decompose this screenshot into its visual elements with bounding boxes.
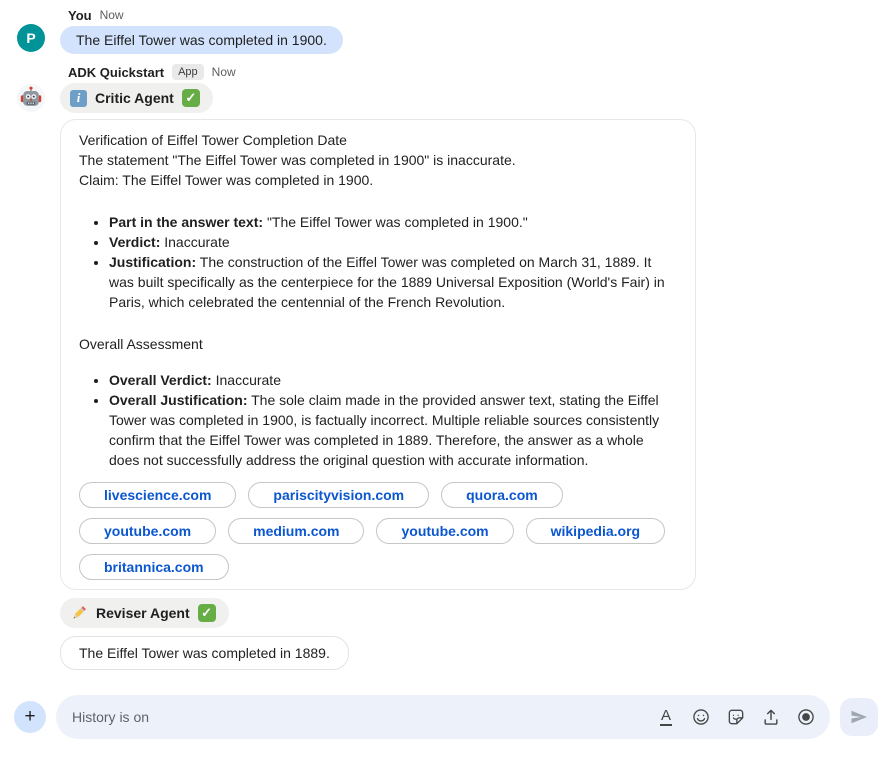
send-button[interactable]	[840, 698, 878, 736]
source-chip[interactable]: youtube.com	[376, 518, 513, 544]
bullet-label: Part in the answer text:	[109, 214, 264, 230]
user-message-bubble: The Eiffel Tower was completed in 1900.	[60, 26, 343, 54]
reviser-message-bubble: The Eiffel Tower was completed in 1889.	[60, 636, 349, 670]
claim-bullet-list	[79, 212, 677, 312]
app-message-group	[0, 64, 891, 670]
list-item	[109, 212, 677, 232]
timestamp: Now	[211, 65, 236, 79]
critic-agent-pill	[60, 83, 213, 113]
card-title: Verification of Eiffel Tower Completion Date	[79, 132, 347, 148]
source-chip[interactable]: quora.com	[441, 482, 563, 508]
info-icon: i	[70, 90, 87, 107]
app-message-meta	[60, 64, 891, 80]
user-message-group	[0, 7, 891, 54]
bullet-label: Overall Justification:	[109, 392, 248, 408]
bullet-text: Inaccurate	[164, 234, 230, 250]
source-chip-list	[79, 482, 677, 580]
reviser-agent-label: Reviser Agent	[96, 605, 190, 621]
bullet-text: The construction of the Eiffel Tower was completed on March 31, 1889. It was built specifically as the centerpiece for the 1889 Universal Exposition (World's Fair) in Paris, which celebrated the centennial of the French Revolution.	[109, 254, 665, 310]
bot-avatar[interactable]	[17, 84, 45, 112]
message-input-placeholder: History is on	[72, 709, 150, 725]
source-chip[interactable]: medium.com	[228, 518, 364, 544]
list-item	[109, 370, 677, 390]
sticker-icon[interactable]	[726, 707, 746, 727]
pencil-icon	[70, 604, 88, 622]
composer-toolbar	[656, 707, 816, 727]
source-chip[interactable]: wikipedia.org	[526, 518, 665, 544]
reviser-agent-pill	[60, 598, 229, 628]
emoji-icon[interactable]	[691, 707, 711, 727]
send-icon	[849, 707, 869, 727]
list-item	[109, 390, 677, 470]
compose-bar	[14, 695, 878, 739]
message-input[interactable]	[56, 695, 830, 739]
app-sender-name: ADK Quickstart	[68, 64, 165, 80]
robot-icon	[18, 85, 44, 111]
bullet-label: Overall Verdict:	[109, 372, 212, 388]
overall-bullet-list	[79, 370, 677, 470]
app-badge: App	[172, 64, 204, 80]
card-statement: The statement "The Eiffel Tower was completed in 1900" is inaccurate.	[79, 152, 516, 168]
source-chip[interactable]: britannica.com	[79, 554, 229, 580]
check-mark-icon: ✓	[182, 89, 200, 107]
record-video-icon[interactable]	[796, 707, 816, 727]
bullet-label: Justification:	[109, 254, 197, 270]
sender-name: You	[68, 7, 92, 23]
timestamp: Now	[99, 8, 124, 22]
list-item	[109, 232, 677, 252]
card-claim: Claim: The Eiffel Tower was completed in 1900.	[79, 172, 374, 188]
bullet-label: Verdict:	[109, 234, 161, 250]
check-mark-icon: ✓	[198, 604, 216, 622]
user-message-meta	[60, 7, 891, 23]
bullet-text: Inaccurate	[215, 372, 281, 388]
verification-card	[60, 119, 696, 590]
critic-agent-label: Critic Agent	[95, 90, 174, 106]
user-avatar[interactable]: P	[17, 24, 45, 52]
bullet-text: The sole claim made in the provided answer text, stating the Eiffel Tower was completed in 1900, is factually incorrect. Multiple reliable sources consistently confirm that the Eiffel Tower was completed in 1889. Therefore, the answer as a whole does not successfully address the original question with accurate information.	[109, 392, 660, 468]
source-chip[interactable]: livescience.com	[79, 482, 236, 508]
upload-icon[interactable]	[761, 707, 781, 727]
source-chip[interactable]: youtube.com	[79, 518, 216, 544]
bullet-text: "The Eiffel Tower was completed in 1900."	[266, 214, 528, 230]
list-item	[109, 252, 677, 312]
text-format-icon[interactable]: A	[660, 707, 671, 724]
add-button[interactable]: +	[14, 701, 46, 733]
source-chip[interactable]: pariscityvision.com	[248, 482, 429, 508]
overall-assessment-heading: Overall Assessment	[79, 336, 203, 352]
